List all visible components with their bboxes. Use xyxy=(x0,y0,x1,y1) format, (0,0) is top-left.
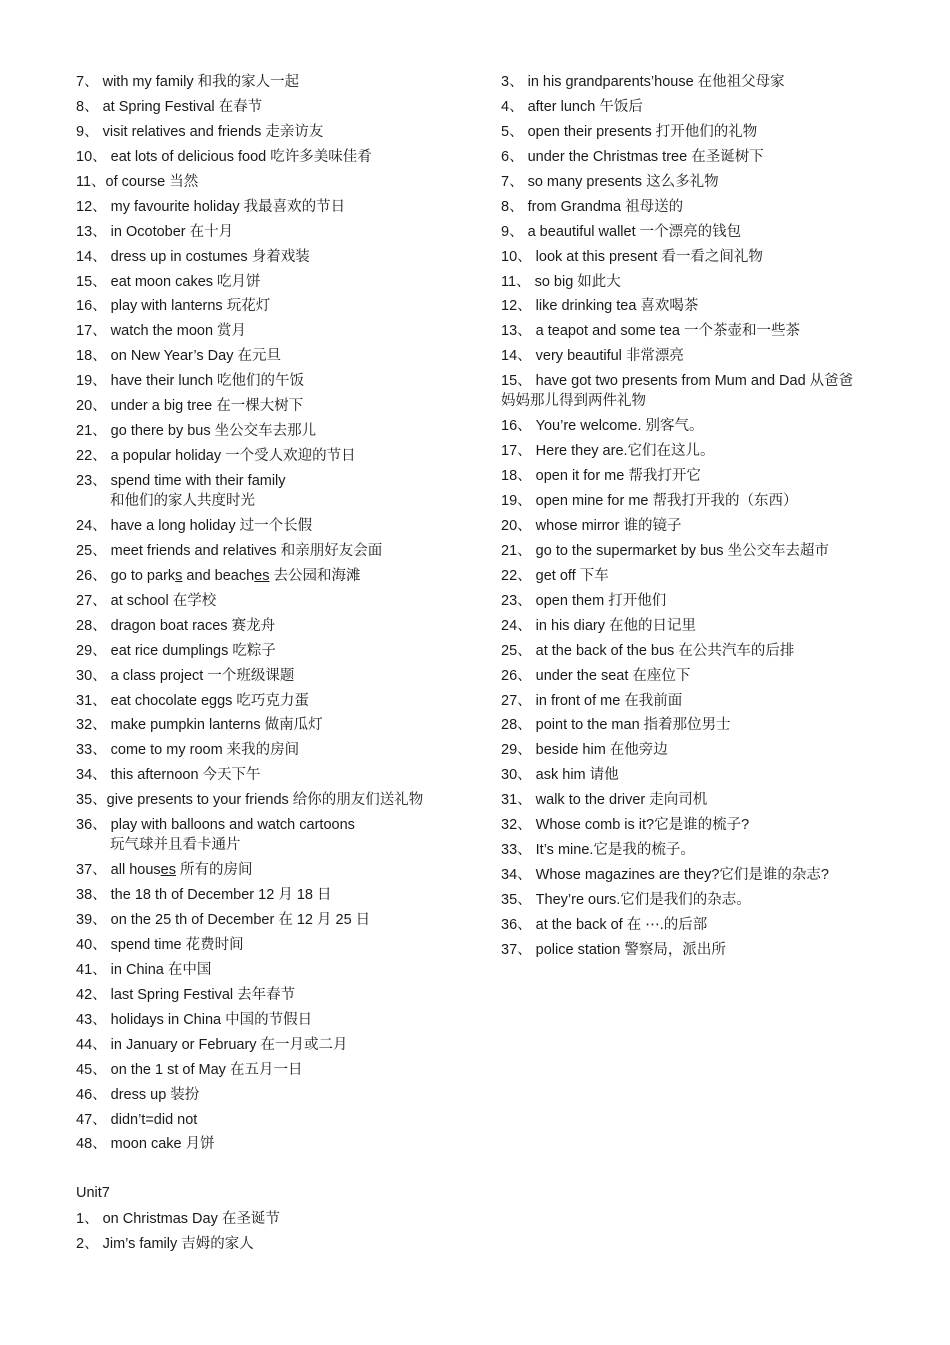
list-item: 9、 a beautiful wallet 一个漂亮的钱包 xyxy=(501,223,742,240)
list-item: 8、 at Spring Festival 在春节 xyxy=(76,98,263,115)
list-item: 13、 in Ocotober 在十月 xyxy=(76,223,234,240)
list-item: 44、 in January or February 在一月或二月 xyxy=(76,1036,348,1053)
list-item: 10、 look at this present 看一看之间礼物 xyxy=(501,248,763,265)
list-item: 23、 open them 打开他们 xyxy=(501,592,667,609)
list-item: 8、 from Grandma 祖母送的 xyxy=(501,198,684,215)
list-item: 30、 ask him 请他 xyxy=(501,767,619,784)
list-item: 3、 in his grandparents’house 在他祖父母家 xyxy=(501,74,785,90)
list-item: 29、 beside him 在他旁边 xyxy=(501,742,668,759)
list-item: 9、 visit relatives and friends 走亲访友 xyxy=(76,123,324,140)
list-item xyxy=(76,860,476,880)
list-item-text: 36、 play with balloons and watch cartoons xyxy=(76,817,355,834)
underlined-suffix: s xyxy=(175,567,183,584)
list-item: 17、 watch the moon 赏月 xyxy=(76,323,247,340)
list-item-translation: 所有的房间 xyxy=(175,862,253,879)
list-item: 31、 walk to the driver 走向司机 xyxy=(501,792,708,809)
list-item: 31、 eat chocolate eggs 吃巧克力蛋 xyxy=(76,692,309,709)
list-item: 48、 moon cake 月饼 xyxy=(76,1136,215,1153)
list-item: 32、 make pumpkin lanterns 做南瓜灯 xyxy=(76,717,323,734)
list-item: 14、 very beautiful 非常漂亮 xyxy=(501,348,684,365)
list-item: 32、 Whose comb is it?它是谁的梳子? xyxy=(501,817,750,834)
list-item-text: 23、 spend time with their family xyxy=(76,473,286,489)
list-item: 11、 so big 如此大 xyxy=(501,273,621,290)
list-item: 39、 on the 25 th of December 在 12 月 25 日 xyxy=(76,912,371,928)
list-item: 33、 It’s mine.它是我的梳子。 xyxy=(501,842,695,859)
list-item: 28、 point to the man 指着那位男士 xyxy=(501,717,731,734)
list-item-translation: 和他们的家人共度时光 xyxy=(110,493,255,509)
list-item: 17、 Here they are.它们在这儿。 xyxy=(501,443,715,460)
list-item: 15、 eat moon cakes 吃月饼 xyxy=(76,273,261,290)
list-item: 7、 so many presents 这么多礼物 xyxy=(501,173,719,190)
list-item: 24、 in his diary 在他的日记里 xyxy=(501,617,696,634)
unit-heading: Unit7 xyxy=(76,1185,110,1202)
right-column xyxy=(501,72,891,965)
list-item: 16、 You’re welcome. 别客气。 xyxy=(501,418,704,435)
list-item: 45、 on the 1 st of May 在五月一日 xyxy=(76,1061,303,1078)
list-item xyxy=(76,566,476,586)
left-column xyxy=(76,72,476,1259)
list-item: 22、 get off 下车 xyxy=(501,567,609,584)
list-item: 35、give presents to your friends 给你的朋友们送礼物 xyxy=(76,792,424,809)
list-item: 25、 meet friends and relatives 和亲朋好友会面 xyxy=(76,542,383,559)
list-item-text: 37、 all hous xyxy=(76,862,161,879)
underlined-suffix: es xyxy=(254,567,270,584)
list-item-multiline xyxy=(501,371,891,411)
list-item: 33、 come to my room 来我的房间 xyxy=(76,742,300,759)
list-item: 46、 dress up 装扮 xyxy=(76,1086,200,1103)
list-item: 18、 on New Year’s Day 在元旦 xyxy=(76,348,281,365)
list-item: 24、 have a long holiday 过一个长假 xyxy=(76,517,313,534)
list-item: 13、 a teapot and some tea 一个茶壶和一些茶 xyxy=(501,323,800,340)
list-item: 35、 They’re ours.它们是我们的杂志。 xyxy=(501,892,751,908)
list-item: 2、 Jim’s family 吉姆的家人 xyxy=(76,1236,254,1253)
list-item-translation: 妈妈那儿得到两件礼物 xyxy=(501,393,646,410)
list-item: 7、 with my family 和我的家人一起 xyxy=(76,74,300,90)
list-item: 29、 eat rice dumplings 吃粽子 xyxy=(76,642,276,659)
list-item: 34、 this afternoon 今天下午 xyxy=(76,767,261,784)
list-item: 34、 Whose magazines are they?它们是谁的杂志? xyxy=(501,867,829,884)
list-item: 42、 last Spring Festival 去年春节 xyxy=(76,986,296,1003)
list-item: 18、 open it for me 帮我打开它 xyxy=(501,468,701,485)
list-item: 41、 in China 在中国 xyxy=(76,961,212,978)
list-item-text: 26、 go to park xyxy=(76,567,176,584)
list-item: 5、 open their presents 打开他们的礼物 xyxy=(501,123,758,140)
list-item: 19、 have their lunch 吃他们的午饭 xyxy=(76,373,305,390)
section-gap xyxy=(76,1159,476,1183)
underlined-suffix: es xyxy=(160,862,176,879)
list-item: 27、 at school 在学校 xyxy=(76,592,217,609)
list-item-translation: 玩气球并且看卡通片 xyxy=(110,837,241,854)
list-item: 14、 dress up in costumes 身着戏装 xyxy=(76,248,310,265)
list-item: 16、 play with lanterns 玩花灯 xyxy=(76,298,271,315)
list-item: 6、 under the Christmas tree 在圣诞树下 xyxy=(501,148,764,165)
list-item: 20、 under a big tree 在一棵大树下 xyxy=(76,398,304,415)
list-item-text: and beach xyxy=(182,567,255,584)
list-item: 12、 my favourite holiday 我最喜欢的节日 xyxy=(76,198,346,215)
list-item: 43、 holidays in China 中国的节假日 xyxy=(76,1011,313,1028)
list-item: 40、 spend time 花费时间 xyxy=(76,936,244,953)
list-item: 30、 a class project 一个班级课题 xyxy=(76,667,295,684)
list-item: 25、 at the back of the bus 在公共汽车的后排 xyxy=(501,642,795,659)
list-item: 22、 a popular holiday 一个受人欢迎的节日 xyxy=(76,448,356,465)
list-item: 19、 open mine for me 帮我打开我的（东西） xyxy=(501,493,798,509)
list-item: 21、 go to the supermarket by bus 坐公交车去超市 xyxy=(501,542,829,559)
list-item: 38、 the 18 th of December 12 月 18 日 xyxy=(76,887,332,904)
list-item: 11、of course 当然 xyxy=(76,173,199,190)
list-item: 37、 police station 警察局，派出所 xyxy=(501,941,726,958)
list-item: 47、 didn’t=did not xyxy=(76,1111,198,1128)
list-item: 26、 under the seat 在座位下 xyxy=(501,667,691,684)
list-item: 27、 in front of me 在我前面 xyxy=(501,692,683,709)
list-item: 12、 like drinking tea 喜欢喝茶 xyxy=(501,298,699,315)
list-item: 28、 dragon boat races 赛龙舟 xyxy=(76,617,276,634)
list-item-text: 15、 have got two presents from Mum and Dad 从爸爸 xyxy=(501,373,854,390)
list-item-multiline xyxy=(76,471,476,511)
list-item: 10、 eat lots of delicious food 吃许多美味佳肴 xyxy=(76,148,372,165)
list-item: 21、 go there by bus 坐公交车去那儿 xyxy=(76,423,317,440)
list-item: 1、 on Christmas Day 在圣诞节 xyxy=(76,1211,280,1228)
list-item-translation: 去公园和海滩 xyxy=(269,567,361,584)
list-item: 36、 at the back of 在 ⋯.的后部 xyxy=(501,916,708,933)
list-item: 4、 after lunch 午饭后 xyxy=(501,98,643,115)
list-item: 20、 whose mirror 谁的镜子 xyxy=(501,517,682,534)
list-item-multiline xyxy=(76,815,476,855)
